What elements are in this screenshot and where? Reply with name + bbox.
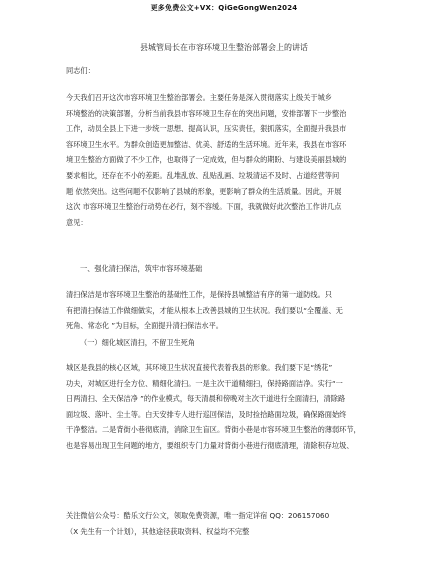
text-line: 容环境卫生水平。为群众创造更加整洁、优美、舒适的生活环境。近年来，我县在市容环	[66, 139, 347, 149]
text-line: 环境整治的决策部署，分析当前我县市容环境卫生存在的突出问题，安排部署下一步整治	[66, 108, 347, 118]
text-line: 清扫保洁是市容环境卫生整治的基础性工作，是保持县城整洁有序的第一道防线。只	[66, 290, 332, 299]
text-line: 城区是我县的核心区域，其环境卫生状况直接代表着我县的形象。我们要下足“绣花”	[66, 363, 333, 372]
text-line: 这次 市容环境卫生整治行动势在必行，刻不容缓。下面，我就做好此次整治工作讲几点	[66, 202, 342, 212]
page-title: 县城管局长在市容环境卫生整治部署会上的讲话	[140, 43, 308, 52]
promo-banner: 更多免费公文+VX：QiGeGongWen2024	[150, 4, 298, 12]
section-subheading-1: （一）细化城区清扫，不留卫生死角	[80, 338, 196, 347]
text-line: 要求相比，还存在不小的差距。乱堆乱放、乱贴乱画、垃圾清运不及时、占道经营等问	[66, 170, 340, 180]
text-line: 境卫生整治方面做了不少工作，也取得了一定成效，但与群众的期盼、与建设美丽县城的	[66, 155, 347, 165]
promo-footer	[66, 508, 384, 539]
paragraph-urban-area	[66, 360, 384, 454]
text-line: 死角、常态化 ”为目标，全面提升清扫保洁水平。	[66, 321, 223, 331]
text-line: 意见：	[66, 217, 88, 227]
text-line: 有把清扫保洁工作做细做实，才能从根本上改善县城的卫生状况。我们要以“全覆盖、无	[66, 305, 343, 315]
paragraph-intro	[66, 90, 384, 230]
text-line: 工作，动员全县上下进一步统一思想、提高认识，压实责任，狠抓落实，全面提升我县市	[66, 124, 347, 134]
text-line: 关注微信公众号：酷乐文行公文，领取免费资源，唯一指定详宿 QQ：206157060	[66, 511, 330, 520]
text-line: 日两清扫、全天保洁净 ”的作业模式，每天清晨和傍晚对主次干道进行全面清扫，清除路	[66, 394, 346, 404]
text-line: 面垃圾、落叶、尘土等。白天安排专人进行巡回保洁，及时捡拾路面垃圾，确保路面始终	[66, 409, 347, 419]
text-line: 题 依然突出。这些问题不仅影响了县城的形象，更影响了群众的生活质量。因此，开展	[66, 186, 342, 196]
text-line: 干净整洁。二是背街小巷彻底清，消除卫生盲区。背街小巷是市容环境卫生整治的薄弱环节，	[66, 425, 361, 435]
text-line: （X 先生有一个计划），其他途径获取资料、权益均不完整	[66, 526, 250, 536]
text-line: 功夫，对城区进行全方位、精细化清扫。一是主次干道精细扫，保持路面洁净。实行“一	[66, 378, 343, 388]
section-heading-1: 一、强化清扫保洁，筑牢市容环境基础	[80, 264, 203, 273]
text-line: 也是容易出现卫生问题的地方，要组织专门力量对背街小巷进行彻底清理，清除积存垃圾、	[66, 440, 354, 450]
paragraph-cleaning	[66, 287, 384, 334]
text-line: 今天我们召开这次市容环境卫生整治部署会。主要任务是深入贯彻落实上级关于城乡	[66, 93, 332, 102]
salutation: 同志们：	[66, 66, 95, 75]
